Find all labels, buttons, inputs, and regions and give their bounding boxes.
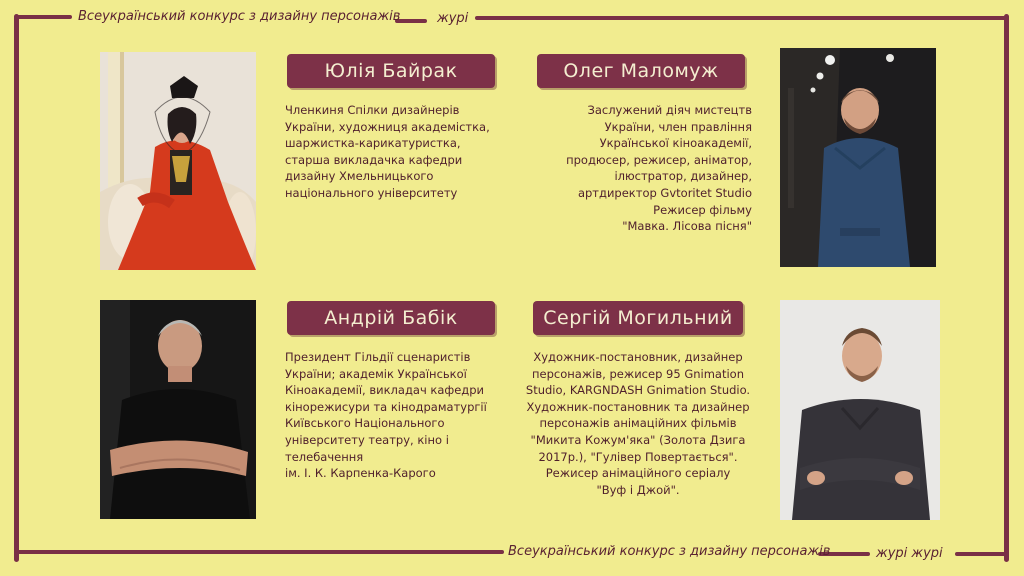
bio-line: університету театру, кіно і (285, 432, 449, 447)
member-name-plate: Олег Маломуж (537, 54, 745, 88)
bio-line: ілюстратор, дизайнер, (614, 169, 752, 184)
frame-top-right-segment (475, 16, 1009, 20)
bio-line: Studio, KARGNDASH Gnimation Studio. (525, 383, 751, 398)
bio-line: старша викладачка кафедри (285, 152, 463, 167)
bio-line: продюсер, режисер, аніматор, (566, 152, 752, 167)
jury-label-bottom: журі журі (876, 546, 943, 561)
bio-line: України, художниця академістка, (285, 119, 490, 134)
member-bio (530, 102, 752, 235)
portrait-man-black-tshirt (100, 300, 256, 519)
portrait-man-in-blue-shirt (780, 48, 936, 267)
bio-line: Художник-постановник, дизайнер (533, 350, 743, 364)
contest-title-top: Всеукраїнський конкурс з дизайну персонажів (78, 9, 401, 24)
member-bio (505, 349, 771, 498)
bio-line: кінорежисури та кінодраматургії (285, 399, 487, 414)
frame-bottom-right-segment (955, 552, 1009, 556)
member-name-plate: Андрій Бабік (287, 301, 495, 335)
bio-line: України, член правління (604, 119, 752, 134)
member-photo-yuliia-bairak (100, 52, 256, 270)
frame-right (1004, 14, 1009, 562)
bio-line: шаржистка-карикатуристка, (285, 136, 461, 151)
bio-line: національного університету (285, 185, 458, 200)
bio-line: ім. І. К. Карпенка-Карого (285, 466, 436, 481)
bio-line: Заслужений діяч мистецтв (587, 103, 752, 117)
bio-line: "Микита Кожум'яка" (Золота Дзига (530, 432, 746, 447)
frame-top-left-segment (14, 15, 72, 19)
member-bio (285, 349, 487, 482)
bio-line: України; академік Української (285, 366, 467, 381)
member-photo-andrii-babik (100, 300, 256, 519)
bio-line: Української кіноакадемії, (599, 136, 752, 151)
bio-line: 2017р.), "Гулівер Повертається". (538, 449, 738, 464)
bio-line: Членкиня Спілки дизайнерів (285, 103, 460, 117)
member-bio (285, 102, 490, 202)
frame-left (14, 14, 19, 562)
bio-line: персонажів анімаційних фільмів (539, 416, 737, 431)
contest-title-bottom: Всеукраїнський конкурс з дизайну персонажів (508, 544, 831, 559)
bio-line: Художник-постановник та дизайнер (526, 399, 750, 414)
member-name-plate: Сергій Могильний (533, 301, 743, 335)
bio-line: Режисер фільму (653, 202, 752, 217)
bio-line: Київського Національного (285, 416, 445, 431)
portrait-man-dark-shirt-arms-crossed (780, 300, 940, 520)
bio-line: артдиректор Gvtoritet Studio (577, 185, 752, 200)
member-photo-serhii-mohylnyi (780, 300, 940, 520)
bio-line: Режисер анімаційного серіалу (545, 466, 731, 481)
bio-line: Кіноакадемії, викладач кафедри (285, 383, 485, 398)
jury-label-top: журі (437, 11, 469, 26)
member-name-plate: Юлія Байрак (287, 54, 495, 88)
bio-line: "Мавка. Лісова пісня" (622, 219, 752, 234)
portrait-woman-in-red-dress (100, 52, 256, 270)
bio-line: Президент Гільдії сценаристів (285, 350, 471, 364)
bio-line: персонажів, режисер 95 Gnimation (532, 366, 744, 381)
bio-line: "Вуф і Джой". (596, 482, 680, 497)
bio-line: дизайну Хмельницького (285, 169, 434, 184)
bio-line: телебачення (285, 449, 364, 464)
member-photo-oleh-malomuzh (780, 48, 936, 267)
frame-bottom-left-segment (14, 550, 504, 554)
